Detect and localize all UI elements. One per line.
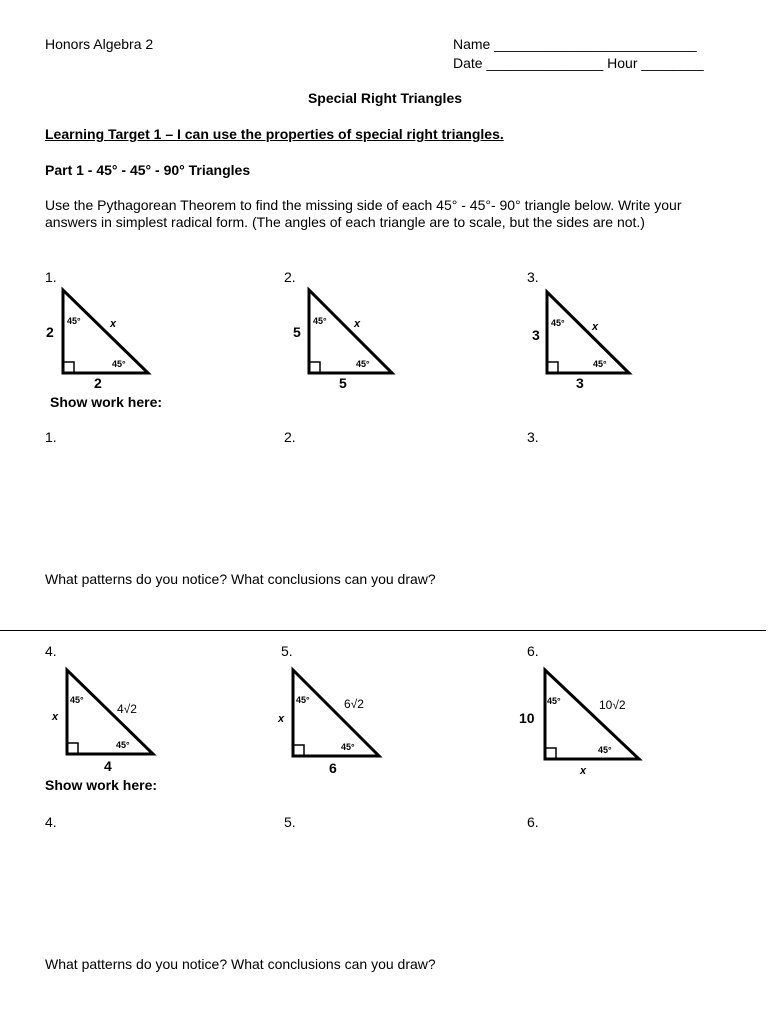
problem-number-1: 1.: [45, 269, 57, 285]
hypotenuse-label: x: [592, 321, 599, 333]
angle-bottom-label: 45°: [116, 740, 130, 750]
triangle-outline: [547, 292, 629, 373]
problem-number-4: 4.: [45, 643, 57, 659]
leg-horizontal-label: 5: [339, 375, 347, 391]
problem-number-3: 3.: [527, 269, 539, 285]
course-title: Honors Algebra 2: [45, 36, 154, 52]
right-angle-marker: [63, 362, 74, 373]
angle-top-label: 45°: [70, 695, 84, 705]
work-number-1: 1.: [45, 429, 57, 445]
hypotenuse-label: 10√2: [599, 698, 626, 712]
leg-vertical-label: x: [278, 713, 285, 725]
angle-bottom-label: 45°: [356, 359, 370, 369]
leg-vertical-label: x: [52, 711, 59, 723]
triangle-3: [528, 285, 643, 390]
triangle-2: [288, 285, 403, 390]
triangle-outline: [309, 290, 392, 373]
triangle-outline: [545, 670, 639, 759]
triangle-4: [45, 665, 165, 780]
angle-bottom-label: 45°: [341, 742, 355, 752]
leg-vertical-label: 5: [293, 324, 301, 340]
problem-number-2: 2.: [284, 269, 296, 285]
show-work-label-2: Show work here:: [45, 777, 158, 793]
leg-horizontal-label: x: [580, 765, 587, 777]
right-angle-marker: [545, 748, 556, 759]
name-field[interactable]: Name __________________________: [453, 36, 697, 52]
angle-top-label: 45°: [547, 696, 561, 706]
date-hour-field[interactable]: Date _______________ Hour ________: [453, 55, 704, 71]
angle-top-label: 45°: [313, 316, 327, 326]
leg-horizontal-label: 6: [329, 760, 337, 776]
leg-horizontal-label: 2: [94, 375, 102, 391]
show-work-label-1: Show work here:: [50, 394, 163, 410]
leg-horizontal-label: 3: [576, 375, 584, 391]
leg-horizontal-label: 4: [104, 758, 112, 774]
right-angle-marker: [547, 362, 558, 373]
angle-top-label: 45°: [551, 318, 565, 328]
angle-top-label: 45°: [67, 316, 81, 326]
right-angle-marker: [67, 743, 78, 754]
patterns-question-2: What patterns do you notice? What conclusions can you draw?: [45, 956, 436, 972]
triangle-outline: [67, 670, 153, 754]
triangle-outline: [293, 670, 379, 756]
leg-vertical-label: 2: [46, 324, 54, 340]
work-number-5: 5.: [284, 814, 296, 830]
instructions: Use the Pythagorean Theorem to find the missing side of each 45° - 45°- 90° triangle below. Write your answers in simplest radical form. (The angles of each triangle are to scale, but the sides are not.): [45, 197, 682, 230]
work-number-2: 2.: [284, 429, 296, 445]
triangle-outline: [63, 290, 148, 373]
right-angle-marker: [309, 362, 320, 373]
angle-top-label: 45°: [296, 695, 310, 705]
patterns-question-1: What patterns do you notice? What conclusions can you draw?: [45, 571, 436, 587]
angle-bottom-label: 45°: [593, 359, 607, 369]
problem-number-5: 5.: [281, 643, 293, 659]
angle-bottom-label: 45°: [112, 359, 126, 369]
right-angle-marker: [293, 745, 304, 756]
work-number-4: 4.: [45, 814, 57, 830]
leg-vertical-label: 3: [532, 327, 540, 343]
triangle-5: [275, 665, 395, 780]
problem-number-6: 6.: [527, 643, 539, 659]
hypotenuse-label: x: [354, 318, 361, 330]
hypotenuse-label: 4√2: [117, 702, 137, 716]
part1-heading: Part 1 - 45° - 45° - 90° Triangles: [45, 162, 251, 178]
angle-bottom-label: 45°: [598, 745, 612, 755]
hypotenuse-label: 6√2: [344, 697, 364, 711]
work-number-3: 3.: [527, 429, 539, 445]
hypotenuse-label: x: [110, 318, 117, 330]
triangle-1: [40, 285, 155, 390]
page-title: Special Right Triangles: [307, 90, 463, 106]
work-number-6: 6.: [527, 814, 539, 830]
leg-vertical-label: 10: [519, 710, 535, 726]
triangle-6: [515, 665, 645, 780]
section-divider: [0, 630, 766, 631]
learning-target: Learning Target 1 – I can use the properties of special right triangles.: [45, 126, 504, 142]
